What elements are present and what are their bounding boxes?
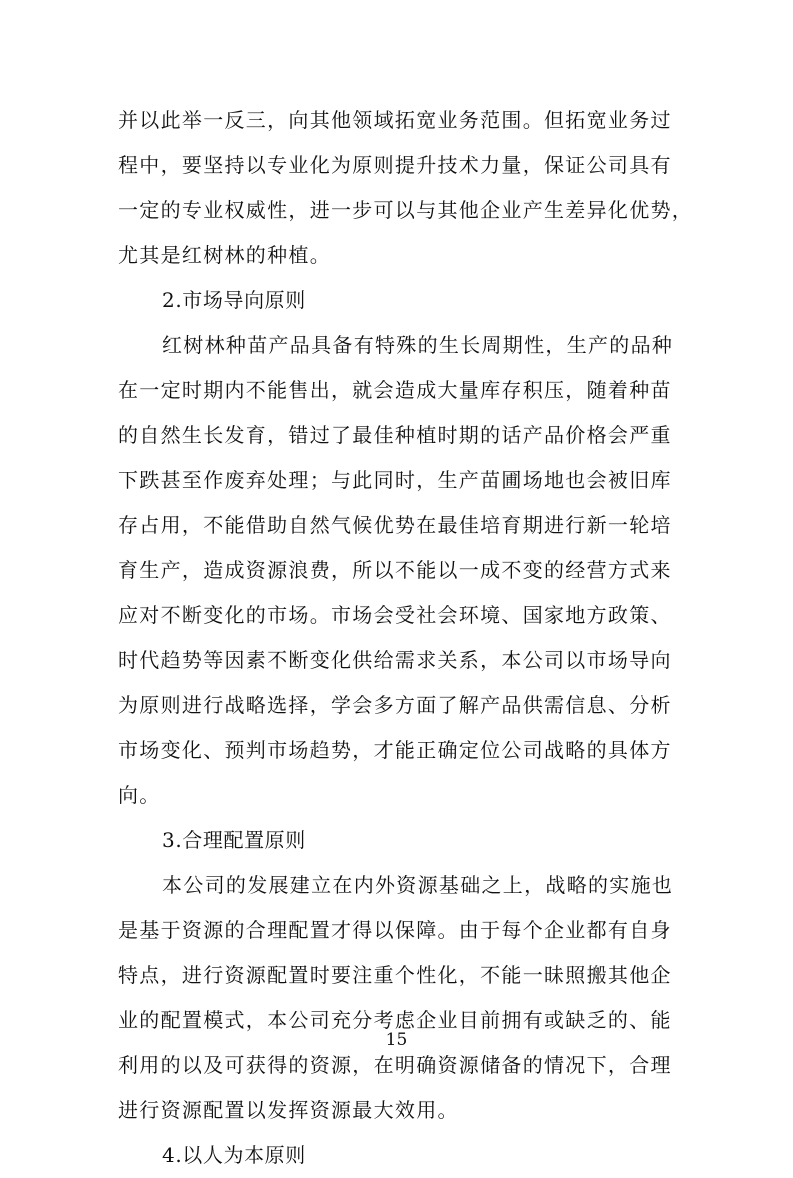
text-line: 一定的专业权威性，进一步可以与其他企业产生差异化优势， (118, 198, 694, 222)
text-line: 育生产，造成资源浪费，所以不能以一成不变的经营方式来 (118, 558, 672, 582)
text-line: 特点，进行资源配置时要注重个性化，不能一昧照搬其他企 (118, 963, 672, 987)
body-text (118, 98, 694, 1178)
text-line: 为原则进行战略选择，学会多方面了解产品供需信息、分析 (118, 693, 672, 717)
text-line: 应对不断变化的市场。市场会受社会环境、国家地方政策、 (118, 603, 672, 627)
text-line: 进行资源配置以发挥资源最大效用。 (118, 1098, 459, 1122)
page-number: 15 (385, 1030, 408, 1050)
text-line: 本公司的发展建立在内外资源基础之上，战略的实施也 (162, 873, 674, 897)
text-line: 尤其是红树林的种植。 (118, 243, 331, 267)
section-heading: 2.市场导向原则 (162, 288, 306, 312)
text-line: 向。 (118, 783, 161, 807)
section-heading: 3.合理配置原则 (162, 828, 306, 852)
text-line: 利用的以及可获得的资源，在明确资源储备的情况下，合理 (118, 1053, 672, 1077)
text-line: 业的配置模式，本公司充分考虑企业目前拥有或缺乏的、能 (118, 1008, 672, 1032)
text-line: 的自然生长发育，错过了最佳种植时期的话产品价格会严重 (118, 423, 672, 447)
section-heading: 4.以人为本原则 (162, 1143, 306, 1167)
text-line: 时代趋势等因素不断变化供给需求关系，本公司以市场导向 (118, 648, 672, 672)
text-line: 程中，要坚持以专业化为原则提升技术力量，保证公司具有 (118, 153, 672, 177)
text-line: 红树林种苗产品具备有特殊的生长周期性，生产的品种 (162, 333, 674, 357)
text-line: 下跌甚至作废弃处理；与此同时，生产苗圃场地也会被旧库 (118, 468, 672, 492)
text-line: 并以此举一反三，向其他领域拓宽业务范围。但拓宽业务过 (118, 108, 672, 132)
text-line: 是基于资源的合理配置才得以保障。由于每个企业都有自身 (118, 918, 672, 942)
text-line: 在一定时期内不能售出，就会造成大量库存积压，随着种苗 (118, 378, 672, 402)
text-line: 存占用，不能借助自然气候优势在最佳培育期进行新一轮培 (118, 513, 672, 537)
text-line: 市场变化、预判市场趋势，才能正确定位公司战略的具体方 (118, 738, 672, 762)
